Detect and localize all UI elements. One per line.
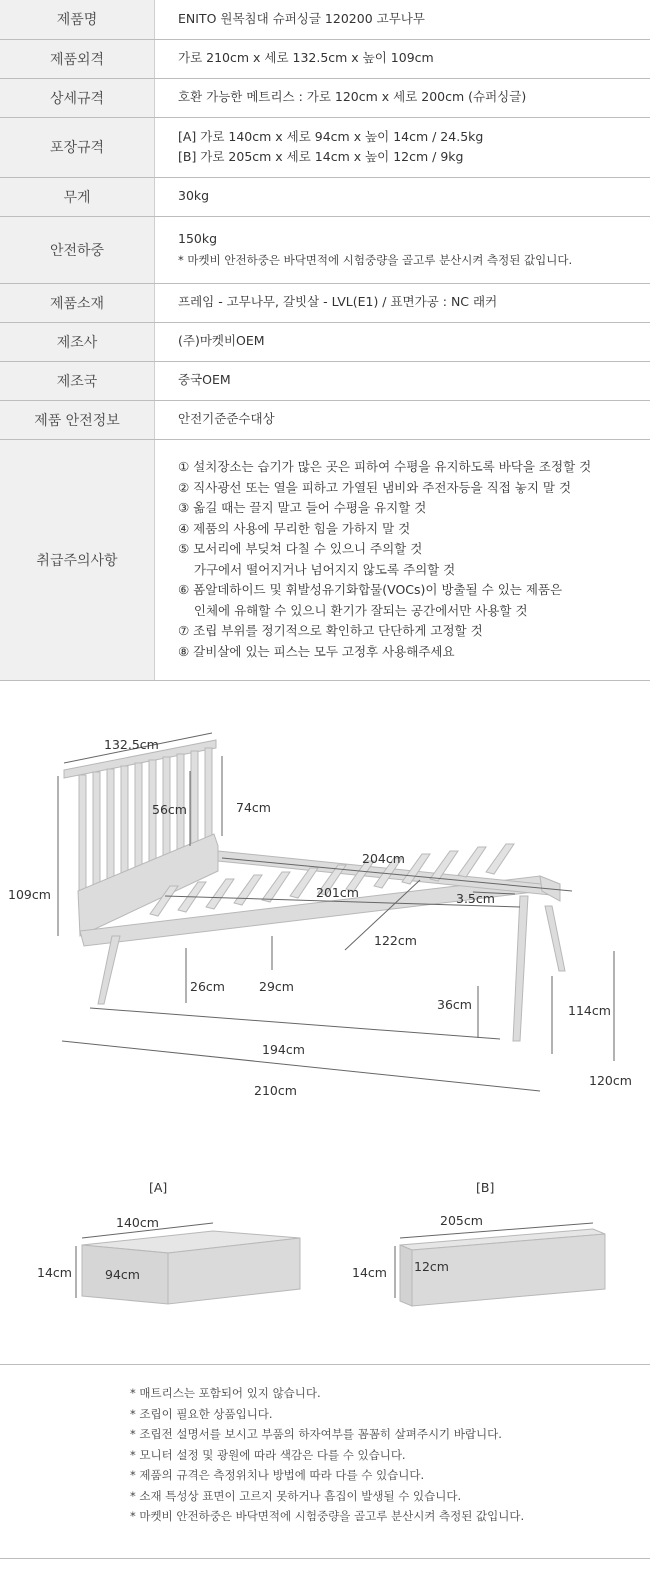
spec-line: 안전기준준수대상 bbox=[178, 411, 275, 427]
spindle bbox=[191, 751, 198, 849]
note-item: * 매트리스는 포함되어 있지 않습니다. bbox=[130, 1386, 321, 1400]
spec-row bbox=[0, 400, 650, 439]
spec-value bbox=[155, 322, 650, 361]
spindle bbox=[121, 766, 128, 884]
spec-line: 중국OEM bbox=[178, 372, 231, 388]
dim-total-length: 210cm bbox=[254, 1083, 297, 1098]
package-a-label: [A] bbox=[149, 1180, 168, 1195]
spec-value bbox=[155, 39, 650, 78]
spec-line: 가로 210cm x 세로 132.5cm x 높이 109cm bbox=[178, 50, 434, 66]
caution-item: ⑥ 폼알데하이드 및 휘발성유기화합물(VOCs)이 방출될 수 있는 제품은 bbox=[178, 582, 563, 597]
spec-label: 제품소재 bbox=[0, 283, 155, 322]
dim-foot-height: 36cm bbox=[437, 997, 472, 1012]
note-item: * 소재 특성상 표면이 고르지 못하거나 흠집이 발생될 수 있습니다. bbox=[130, 1488, 462, 1503]
dim-headboard-upper: 56cm bbox=[152, 802, 187, 817]
spec-value bbox=[155, 439, 650, 680]
package-a-depth: 94cm bbox=[105, 1267, 140, 1282]
spec-value bbox=[155, 400, 650, 439]
caution-item: ⑧ 갈비살에 있는 피스는 모두 고정후 사용해주세요 bbox=[178, 643, 455, 659]
spec-value bbox=[155, 177, 650, 216]
leg bbox=[98, 936, 120, 1004]
spec-row bbox=[0, 361, 650, 400]
dim-inner-width: 122cm bbox=[374, 933, 417, 948]
spec-line: 호환 가능한 메트리스 : 가로 120cm x 세로 200cm (슈퍼싱글) bbox=[178, 89, 527, 105]
dim-headboard-total: 74cm bbox=[236, 800, 271, 815]
spindle bbox=[79, 775, 86, 905]
spec-row bbox=[0, 283, 650, 322]
spec-label: 안전하중 bbox=[0, 216, 155, 283]
spec-line: [A] 가로 140cm x 세로 94cm x 높이 14cm / 24.5kg bbox=[178, 128, 484, 144]
dim-width-114: 114cm bbox=[568, 1003, 611, 1018]
spec-label: 제조국 bbox=[0, 361, 155, 400]
caution-item: ④ 제품의 사용에 무리한 힘을 가하지 말 것 bbox=[178, 520, 411, 536]
note-item: * 모니터 설정 및 광원에 따라 색감은 다를 수 있습니다. bbox=[130, 1447, 406, 1462]
spec-label: 제품 안전정보 bbox=[0, 400, 155, 439]
spindle bbox=[205, 748, 212, 842]
spec-line: (주)마켓비OEM bbox=[178, 333, 265, 349]
dim-side-rail-height: 26cm bbox=[190, 979, 225, 994]
leg bbox=[545, 906, 565, 971]
spec-line: ENITO 원목침대 슈퍼싱글 120200 고무나무 bbox=[178, 11, 425, 26]
package-b-depth: 12cm bbox=[414, 1259, 449, 1274]
dim-total-width: 120cm bbox=[589, 1073, 632, 1088]
spec-row bbox=[0, 0, 650, 39]
leg bbox=[513, 896, 528, 1041]
bed-illustration bbox=[0, 686, 650, 1366]
notes-list bbox=[130, 1383, 630, 1527]
caution-item: ⑦ 조립 부위를 정기적으로 확인하고 단단하게 고정할 것 bbox=[178, 623, 483, 638]
spec-row bbox=[0, 322, 650, 361]
caution-item: ② 직사광선 또는 열을 피하고 가열된 냄비와 주전자등을 직접 놓지 말 것 bbox=[178, 479, 572, 495]
spec-value bbox=[155, 0, 650, 39]
spec-value bbox=[155, 283, 650, 322]
spec-label: 포장규격 bbox=[0, 117, 155, 177]
spec-value bbox=[155, 78, 650, 117]
spec-value bbox=[155, 117, 650, 177]
note-item: * 마켓비 안전하중은 바닥면적에 시험중량을 골고루 분산시켜 측정된 값입니다. bbox=[130, 1509, 525, 1523]
spec-label: 제품외격 bbox=[0, 39, 155, 78]
spec-label: 상세규격 bbox=[0, 78, 155, 117]
caution-item: ① 설치장소는 습기가 많은 곳은 피하여 수평을 유지하도록 바닥을 조정할 것 bbox=[178, 459, 592, 474]
spec-row bbox=[0, 177, 650, 216]
dimension-diagram bbox=[0, 686, 650, 1366]
note-item: * 조립이 필요한 상품입니다. bbox=[130, 1406, 273, 1421]
spec-row bbox=[0, 78, 650, 117]
caution-item: 가구에서 떨어지거나 넘어지지 않도록 주의할 것 bbox=[178, 561, 456, 577]
spindle bbox=[135, 763, 142, 877]
spec-value bbox=[155, 216, 650, 283]
package-a-width: 140cm bbox=[116, 1215, 159, 1230]
spec-label: 취급주의사항 bbox=[0, 439, 155, 680]
caution-item: ⑤ 모서리에 부딪쳐 다칠 수 있으니 주의할 것 bbox=[178, 541, 423, 556]
spec-line: 30kg bbox=[178, 188, 210, 204]
spec-row bbox=[0, 117, 650, 177]
spec-note: * 마켓비 안전하중은 바닥면적에 시험중량을 골고루 분산시켜 측정된 값입니다. bbox=[178, 252, 573, 267]
notes-divider bbox=[0, 1364, 650, 1365]
spec-row bbox=[0, 439, 650, 680]
dim-line-194 bbox=[90, 1008, 500, 1039]
spec-label: 제조사 bbox=[0, 322, 155, 361]
bottom-divider bbox=[0, 1558, 650, 1559]
dim-headboard-width: 132.5cm bbox=[104, 737, 159, 752]
dim-slat-length: 201cm bbox=[316, 885, 359, 900]
dim-leg-height: 29cm bbox=[259, 979, 294, 994]
note-item: * 제품의 규격은 측정위치나 방법에 따라 다를 수 있습니다. bbox=[130, 1468, 425, 1482]
dim-bottom-length: 194cm bbox=[262, 1042, 305, 1057]
spec-line: 150kg bbox=[178, 231, 218, 246]
package-b-height: 14cm bbox=[352, 1265, 387, 1280]
package-b-label: [B] bbox=[476, 1180, 495, 1195]
spec-row bbox=[0, 216, 650, 283]
spec-line: 프레임 - 고무나무, 갈빗살 - LVL(E1) / 표면가공 : NC 래커 bbox=[178, 294, 498, 310]
caution-item: ③ 옮길 때는 끌지 말고 들어 수평을 유지할 것 bbox=[178, 500, 427, 515]
caution-item: 인체에 유해할 수 있으니 환기가 잘되는 공간에서만 사용할 것 bbox=[178, 602, 528, 618]
package-b-width: 205cm bbox=[440, 1213, 483, 1228]
spindle bbox=[107, 769, 114, 891]
spec-row bbox=[0, 39, 650, 78]
dim-slat-gap: 3.5cm bbox=[456, 891, 495, 906]
spindle bbox=[93, 772, 100, 898]
dim-frame-length: 204cm bbox=[362, 851, 405, 866]
spec-value bbox=[155, 361, 650, 400]
spec-table bbox=[0, 0, 650, 681]
dim-total-height: 109cm bbox=[8, 887, 51, 902]
package-a-height: 14cm bbox=[37, 1265, 72, 1280]
spec-label: 무게 bbox=[0, 177, 155, 216]
note-item: * 조립전 설명서를 보시고 부품의 하자여부를 꼼꼼히 살펴주시기 바랍니다. bbox=[130, 1427, 502, 1441]
package-b-end bbox=[400, 1245, 412, 1306]
spec-line: [B] 가로 205cm x 세로 14cm x 높이 12cm / 9kg bbox=[178, 149, 464, 164]
spec-label: 제품명 bbox=[0, 0, 155, 39]
